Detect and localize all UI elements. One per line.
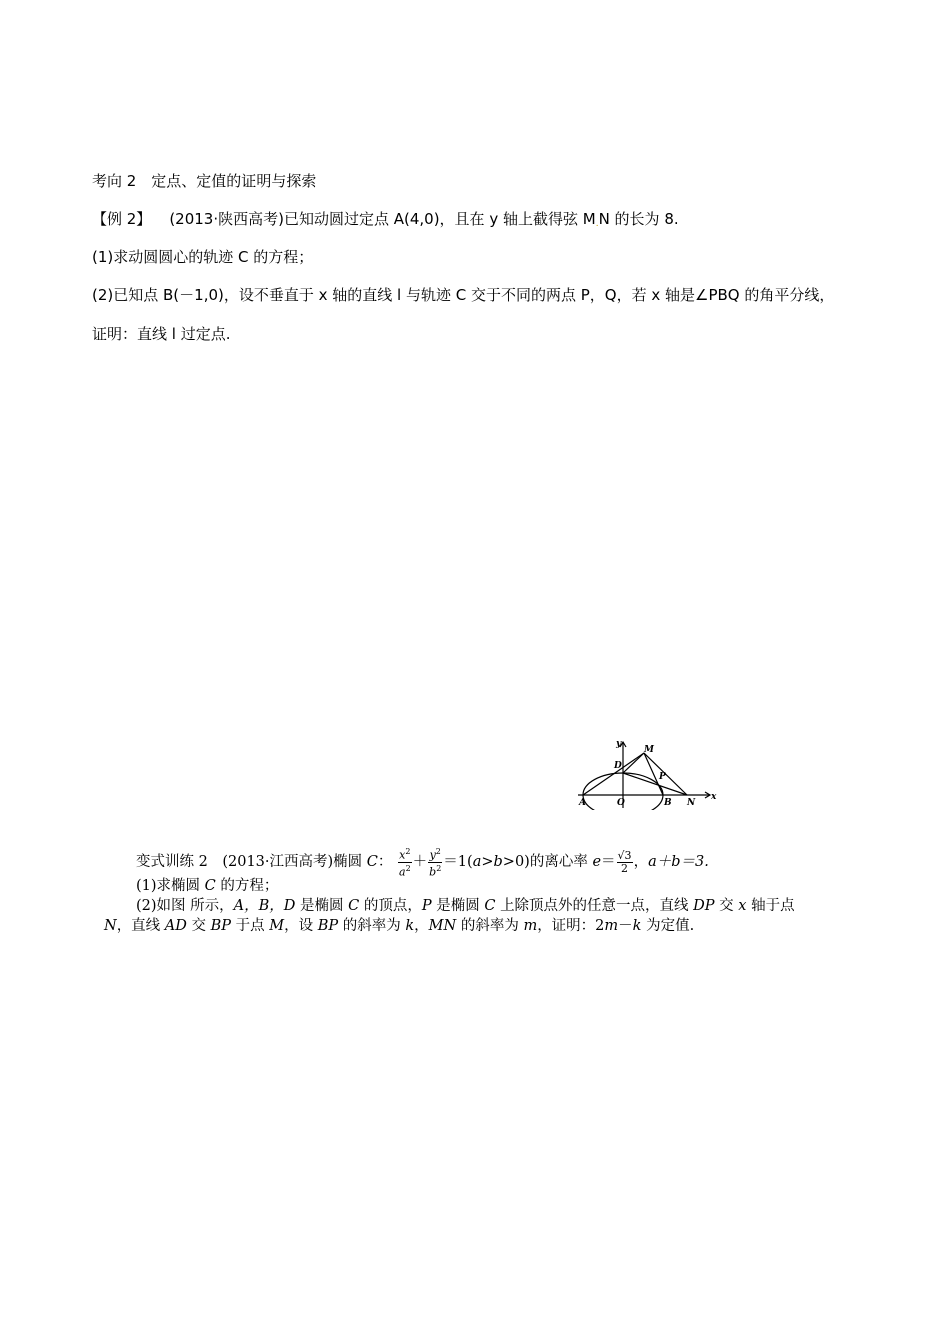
q3-a: ，直线 xyxy=(116,918,161,934)
example-2-question-1: (1)求动圆圆心的轨迹 C 的方程； xyxy=(92,248,314,266)
plus-sign: ＋ xyxy=(412,854,428,871)
variant-2-header xyxy=(136,846,709,879)
q2-p: P xyxy=(421,898,432,914)
q3-e: 的斜率为 xyxy=(342,918,401,934)
q3-n: N xyxy=(104,918,117,934)
q3-bp2: BP xyxy=(317,918,339,934)
frac-x: x xyxy=(399,848,406,862)
label-n: N xyxy=(687,798,696,808)
var-e: e xyxy=(592,854,602,871)
frac-a: a xyxy=(399,865,406,879)
variant-2-question-2 xyxy=(136,896,795,916)
colon: ： xyxy=(377,854,393,871)
q2-abd: A，B，D xyxy=(233,898,296,914)
example-mid-dot: . xyxy=(595,219,599,229)
q3-j: 为定值. xyxy=(646,918,695,934)
q1-var-c: C xyxy=(204,878,216,894)
example-intro-text: (2013·陕西高考)已知动圆过定点 A(4,0)，且在 y 轴上截得弦 M xyxy=(169,210,596,228)
example-2-question-2-cont: 证明：直线 l 过定点. xyxy=(92,325,231,343)
section-title: 考向 2 定点、定值的证明与探索 xyxy=(92,172,317,190)
label-b: B xyxy=(664,798,672,808)
q3-mn: MN xyxy=(428,918,457,934)
sup-a: 2 xyxy=(405,863,411,873)
q3-i: － xyxy=(618,918,633,934)
fraction-x2-a2 xyxy=(398,846,412,878)
q3-g: 的斜率为 xyxy=(460,918,519,934)
q2-c1: C xyxy=(348,898,360,914)
q3-h: ，证明：2 xyxy=(537,918,605,934)
label-m: M xyxy=(644,745,654,755)
q2-start: (2)如图 所示， xyxy=(136,898,234,914)
fraction-sqrt3-2 xyxy=(617,850,633,875)
q3-m2: m xyxy=(604,918,619,934)
q3-k: k xyxy=(405,918,415,934)
eq-one: ＝1( xyxy=(443,854,473,871)
q1-text: (1)求椭圆 xyxy=(136,878,201,894)
gt-sign: > xyxy=(481,854,494,871)
q3-d: ，设 xyxy=(284,918,314,934)
var-a: a xyxy=(472,854,482,871)
q2-mid1: 是椭圆 xyxy=(300,898,344,914)
line-dm xyxy=(623,753,644,773)
example-2-question-2: (2)已知点 B(－1,0)，设不垂直于 x 轴的直线 l 与轨迹 C 交于不同的两点 P，Q，若 x 轴是∠PBQ 的角平分线， xyxy=(92,286,835,304)
q3-m-var: m xyxy=(523,918,538,934)
q2-x: x xyxy=(738,898,747,914)
label-o: O xyxy=(617,798,625,808)
label-p: P xyxy=(659,772,666,782)
ellipse-diagram xyxy=(574,732,720,810)
q2-dp: DP xyxy=(693,898,715,914)
equals-sign: ＝ xyxy=(601,854,616,871)
label-a: A xyxy=(579,798,586,808)
q2-c2: C xyxy=(484,898,496,914)
sqrt-three: √3 xyxy=(617,848,632,862)
q2-end: 轴于点 xyxy=(751,898,795,914)
q3-c: 于点 xyxy=(235,918,265,934)
sup-x: 2 xyxy=(405,847,411,856)
label-y: y xyxy=(616,739,622,749)
variant-2-question-2-cont xyxy=(104,916,694,936)
fraction-y2-b2 xyxy=(428,846,442,878)
var-c: C xyxy=(366,854,378,871)
q3-bp: BP xyxy=(210,918,232,934)
q2-mid3: 是椭圆 xyxy=(436,898,480,914)
q2-mid2: 的顶点， xyxy=(363,898,422,914)
variant-2-question-1 xyxy=(136,876,278,896)
comma: ， xyxy=(633,854,649,871)
eccentricity-text: >0)的离心率 xyxy=(502,854,588,871)
variant-head: 变式训练 2 (2013·江西高考)椭圆 xyxy=(136,854,363,871)
q2-mid5: 交 xyxy=(719,898,734,914)
var-b: b xyxy=(493,854,503,871)
q3-ad: AD xyxy=(164,918,187,934)
q3-k2: k xyxy=(632,918,642,934)
frac-b: b xyxy=(429,865,437,879)
example-label: 【例 2】 xyxy=(92,210,152,228)
q3-f: ， xyxy=(414,918,429,934)
a-plus-b: a＋b＝3. xyxy=(648,854,709,871)
denominator-two: 2 xyxy=(621,861,629,875)
label-d: D xyxy=(614,761,622,771)
q3-m: M xyxy=(269,918,285,934)
sup-b: 2 xyxy=(436,863,442,873)
q1-tail: 的方程； xyxy=(220,878,279,894)
example-intro-tail: N 的长为 8. xyxy=(598,210,679,228)
sup-y: 2 xyxy=(435,847,441,856)
q2-mid4: 上除顶点外的任意一点，直线 xyxy=(500,898,689,914)
example-2-intro xyxy=(92,209,679,234)
frac-y: y xyxy=(429,848,436,862)
q3-b: 交 xyxy=(191,918,207,934)
label-x: x xyxy=(711,792,717,802)
